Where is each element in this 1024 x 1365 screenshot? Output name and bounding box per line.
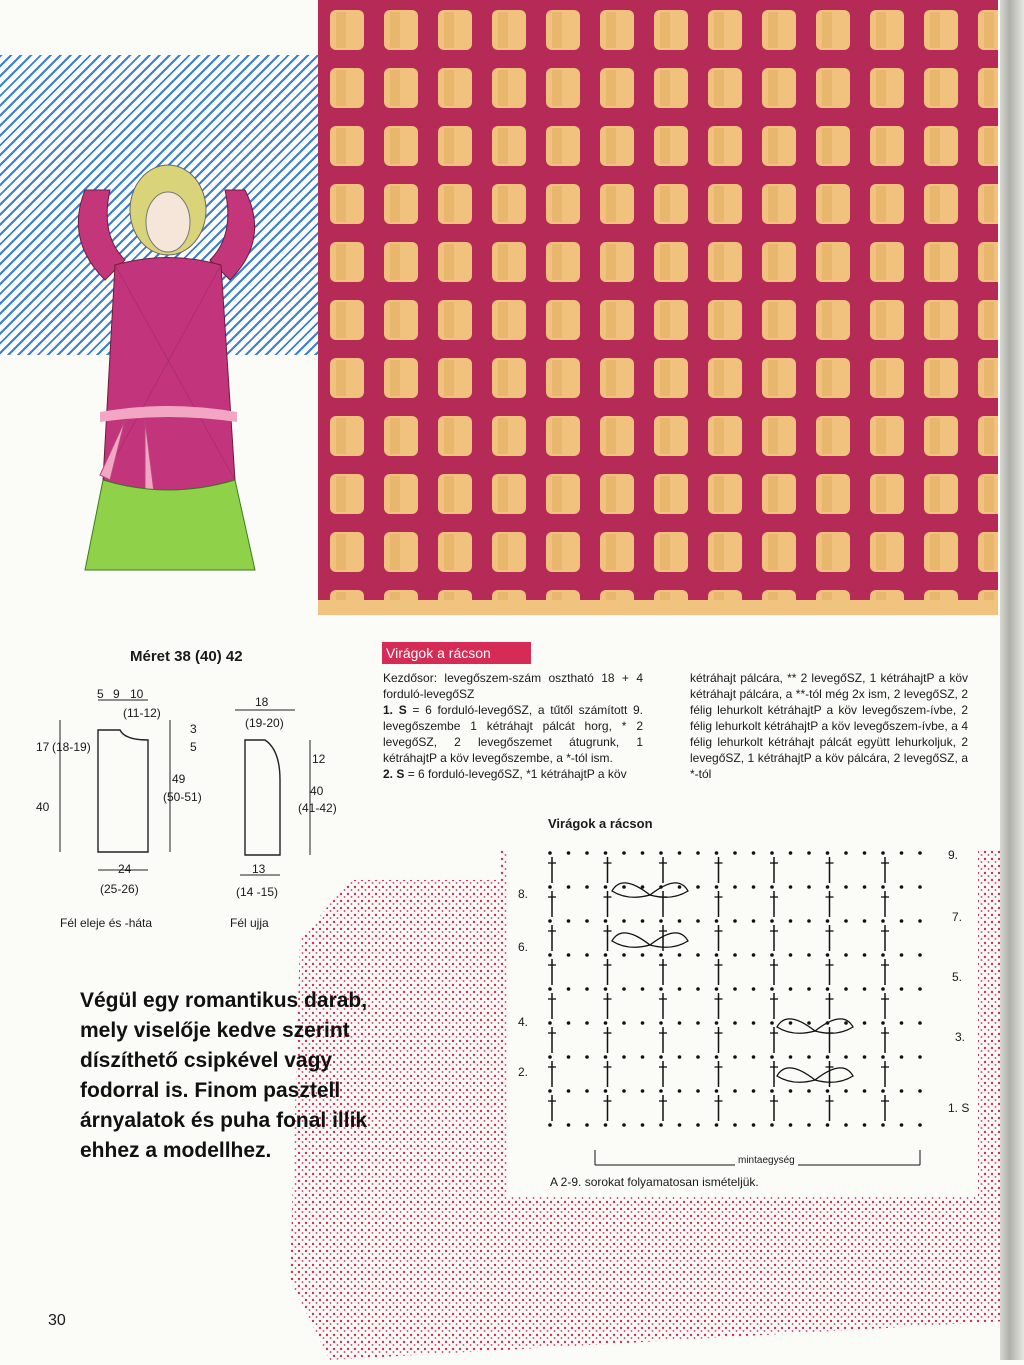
chain-dot <box>770 1089 774 1093</box>
chain-dot <box>548 1089 552 1093</box>
pattern-title: Virágok a rácson <box>382 642 531 664</box>
chain-dot <box>678 953 682 957</box>
chain-dot <box>659 987 663 991</box>
row-label: 2. <box>518 1065 529 1079</box>
chain-dot <box>844 1089 848 1093</box>
chain-dot <box>863 919 867 923</box>
chain-dot <box>659 1055 663 1059</box>
chain-dot <box>696 1123 700 1127</box>
chain-dot <box>585 1123 589 1127</box>
petal <box>612 933 650 947</box>
chain-dot <box>678 1021 682 1025</box>
chain-dot <box>678 919 682 923</box>
chain-dot <box>881 1089 885 1093</box>
chain-dot <box>604 1021 608 1025</box>
chain-dot <box>807 1021 811 1025</box>
chain-dot <box>844 1123 848 1127</box>
petal <box>612 883 650 897</box>
dim-label: (25-26) <box>100 882 139 896</box>
chain-dot <box>918 1055 922 1059</box>
pattern-text-col2: kétráhajt pálcára, ** 2 levegőSZ, 1 kétráhajtP a köv kétráhajt pálcára, a **-tól még 2x ism, 2 levegőSZ, 2 félig lehurkolt kétráhajtP a köv levegőszem-ívbe, 2 félig lehurkolt kétráhajtP a köv levegőszem-ívbe, a 4 félig lehurkolt kétráhajt pálcát együtt lehurkoljuk, 2 levegőSZ, 1 kétráhajtP a köv pálcára, 2 levegőSZ, a *-tól <box>690 671 968 781</box>
size-title: Méret 38 (40) 42 <box>130 648 243 665</box>
dim-label: 5 <box>190 740 197 754</box>
chain-dot <box>863 851 867 855</box>
chain-dot <box>696 919 700 923</box>
chain-dot <box>770 953 774 957</box>
chain-dot <box>826 851 830 855</box>
chain-dot <box>604 953 608 957</box>
chain-dot <box>696 953 700 957</box>
chain-dot <box>733 1089 737 1093</box>
chain-dot <box>604 1123 608 1127</box>
chain-dot <box>789 1021 793 1025</box>
chain-dot <box>585 1089 589 1093</box>
chain-dot <box>622 851 626 855</box>
chain-dot <box>548 953 552 957</box>
chain-dot <box>881 987 885 991</box>
chain-dot <box>715 987 719 991</box>
chain-dot <box>826 1055 830 1059</box>
petal <box>815 1068 853 1082</box>
dim-label: (11-12) <box>123 706 161 720</box>
petal <box>650 883 688 897</box>
chain-dot <box>585 851 589 855</box>
chain-dot <box>641 919 645 923</box>
chain-dot <box>752 885 756 889</box>
sleeve-caption: Fél ujja <box>230 916 269 930</box>
chain-dot <box>807 987 811 991</box>
chain-dot <box>752 953 756 957</box>
chain-dot <box>604 987 608 991</box>
chain-dot <box>622 1123 626 1127</box>
chain-dot <box>548 1055 552 1059</box>
chain-dot <box>826 919 830 923</box>
chain-dot <box>918 1123 922 1127</box>
chain-dot <box>789 953 793 957</box>
chain-dot <box>844 919 848 923</box>
petal <box>777 1068 815 1082</box>
chart-note: A 2-9. sorokat folyamatosan ismételjük. <box>550 1175 759 1189</box>
chain-dot <box>641 1055 645 1059</box>
chain-dot <box>770 1021 774 1025</box>
chain-dot <box>585 919 589 923</box>
dim-label: 24 <box>118 862 132 876</box>
chain-dot <box>567 1123 571 1127</box>
chain-dot <box>752 987 756 991</box>
chain-dot <box>900 953 904 957</box>
chain-dot <box>548 885 552 889</box>
chain-dot <box>789 1123 793 1127</box>
dim-label: (18-19) <box>52 740 91 754</box>
chain-dot <box>863 987 867 991</box>
chain-dot <box>678 987 682 991</box>
chain-dot <box>752 1021 756 1025</box>
chain-dot <box>789 987 793 991</box>
chain-dot <box>548 1123 552 1127</box>
chain-dot <box>733 953 737 957</box>
chain-dot <box>844 987 848 991</box>
row-label: 6. <box>518 940 529 954</box>
chain-dot <box>807 953 811 957</box>
page-number: 30 <box>48 1312 66 1329</box>
chain-dot <box>604 1089 608 1093</box>
row-label: 5. <box>952 970 963 984</box>
chain-dot <box>696 885 700 889</box>
crochet-chart <box>500 835 1000 1195</box>
chain-dot <box>789 919 793 923</box>
chain-dot <box>900 1089 904 1093</box>
chain-dot <box>807 885 811 889</box>
chain-dot <box>548 1021 552 1025</box>
chain-dot <box>900 919 904 923</box>
chain-dot <box>789 851 793 855</box>
chain-dot <box>567 987 571 991</box>
paragraph: 1. S = 6 forduló-levegőSZ, a tűtől számított 9. levegőszembe 1 kétráhajt pálcát horg, * 2 levegőSZ, 2 levegőszemet átugrunk, 1 kétráhajtP a köv levegőszembe, a *-tól ism. <box>383 703 643 765</box>
chain-dot <box>789 1089 793 1093</box>
chain-dot <box>881 919 885 923</box>
chain-dot <box>659 851 663 855</box>
chain-dot <box>770 851 774 855</box>
chain-dot <box>696 987 700 991</box>
chain-dot <box>733 885 737 889</box>
chain-dot <box>641 987 645 991</box>
chain-dot <box>918 1089 922 1093</box>
chain-dot <box>881 885 885 889</box>
dim-label: (14 -15) <box>236 885 279 899</box>
chain-dot <box>752 1089 756 1093</box>
dim-label: 9 <box>113 687 120 701</box>
chain-dot <box>844 851 848 855</box>
chain-dot <box>696 1089 700 1093</box>
dim-label: 3 <box>190 722 197 736</box>
petal <box>777 1019 815 1033</box>
chain-dot <box>863 1089 867 1093</box>
chain-dot <box>585 1021 589 1025</box>
dim-label: (50-51) <box>163 790 202 804</box>
paragraph: 2. S = 6 forduló-levegőSZ, *1 kétráhajtP a köv <box>383 767 627 781</box>
chain-dot <box>918 953 922 957</box>
dim-label: 40 <box>36 800 50 814</box>
chain-dot <box>715 1089 719 1093</box>
dim-label: 13 <box>252 862 266 876</box>
chain-dot <box>567 851 571 855</box>
petal <box>815 1019 853 1033</box>
promo-text: Végül egy romantikus darab, mely viselője kedve szerint díszíthető csipkével vagy fodorral is. Finom pasztell árnyalatok és puha fonal illik ehhez a modellhez. <box>80 989 368 1162</box>
chain-dot <box>844 1055 848 1059</box>
chain-dot <box>567 1089 571 1093</box>
row-label: 4. <box>518 1015 529 1029</box>
chain-dot <box>548 851 552 855</box>
dim-label: 5 <box>97 687 104 701</box>
chain-dot <box>807 919 811 923</box>
chain-dot <box>659 1021 663 1025</box>
chain-dot <box>715 1055 719 1059</box>
chain-dot <box>659 1123 663 1127</box>
chain-dot <box>585 1055 589 1059</box>
dim-label: (41-42) <box>298 801 337 815</box>
chain-dot <box>863 885 867 889</box>
chain-dot <box>826 885 830 889</box>
chart-title: Virágok a rácson <box>548 816 653 831</box>
chain-dot <box>641 1123 645 1127</box>
paragraph: Kezdősor: levegőszem-szám osztható 18 + 4 forduló-levegőSZ <box>383 671 643 701</box>
chain-dot <box>567 1055 571 1059</box>
chain-dot <box>881 1123 885 1127</box>
chain-dot <box>715 1123 719 1127</box>
chain-dot <box>715 919 719 923</box>
chain-dot <box>807 851 811 855</box>
chain-dot <box>678 1055 682 1059</box>
chain-dot <box>844 1021 848 1025</box>
chain-dot <box>900 1021 904 1025</box>
chain-dot <box>567 885 571 889</box>
chain-dot <box>622 1055 626 1059</box>
chain-dot <box>622 1089 626 1093</box>
body-caption: Fél eleje és -háta <box>60 916 153 930</box>
chain-dot <box>881 1021 885 1025</box>
chain-dot <box>807 1055 811 1059</box>
chain-dot <box>696 851 700 855</box>
chain-dot <box>733 1123 737 1127</box>
chain-dot <box>604 885 608 889</box>
dim-label: 12 <box>312 752 326 766</box>
row-label: 3. <box>955 1030 966 1044</box>
chain-dot <box>789 1055 793 1059</box>
chain-dot <box>604 919 608 923</box>
repeat-label: mintaegység <box>735 1155 798 1166</box>
chain-dot <box>918 987 922 991</box>
chain-dot <box>770 1055 774 1059</box>
chain-dot <box>659 1089 663 1093</box>
chain-dot <box>733 919 737 923</box>
chain-dot <box>881 1055 885 1059</box>
chain-dot <box>585 953 589 957</box>
chain-dot <box>696 1021 700 1025</box>
chain-dot <box>622 987 626 991</box>
chain-dot <box>918 1021 922 1025</box>
chain-dot <box>918 919 922 923</box>
chain-dot <box>863 1055 867 1059</box>
chain-dot <box>548 919 552 923</box>
chain-dot <box>863 1123 867 1127</box>
petal <box>650 933 688 947</box>
chain-dot <box>900 1055 904 1059</box>
chain-dot <box>900 885 904 889</box>
chain-dot <box>918 851 922 855</box>
chain-dot <box>715 953 719 957</box>
chain-dot <box>733 987 737 991</box>
chain-dot <box>826 1089 830 1093</box>
dim-label: (19-20) <box>245 716 284 730</box>
chain-dot <box>770 919 774 923</box>
chain-dot <box>678 885 682 889</box>
row-label: 8. <box>518 887 529 901</box>
chain-dot <box>659 919 663 923</box>
pattern-text-col1 <box>383 670 643 782</box>
chain-dot <box>752 919 756 923</box>
chain-dot <box>863 953 867 957</box>
chain-dot <box>807 1089 811 1093</box>
chain-dot <box>752 1123 756 1127</box>
chain-dot <box>844 885 848 889</box>
chain-dot <box>918 885 922 889</box>
chain-dot <box>733 1021 737 1025</box>
chain-dot <box>881 851 885 855</box>
chain-dot <box>622 919 626 923</box>
chain-dot <box>678 1123 682 1127</box>
chain-dot <box>622 1021 626 1025</box>
chain-dot <box>807 1123 811 1127</box>
chain-dot <box>863 1021 867 1025</box>
chain-dot <box>752 851 756 855</box>
chain-dot <box>585 885 589 889</box>
chain-dot <box>604 1055 608 1059</box>
chain-dot <box>659 953 663 957</box>
chain-dot <box>715 885 719 889</box>
chain-dot <box>622 953 626 957</box>
chain-dot <box>604 851 608 855</box>
dim-label: 17 <box>36 740 50 754</box>
chain-dot <box>641 1089 645 1093</box>
dim-label: 10 <box>130 687 144 701</box>
chain-dot <box>585 987 589 991</box>
chain-dot <box>752 1055 756 1059</box>
chain-dot <box>881 953 885 957</box>
chain-dot <box>900 851 904 855</box>
chain-dot <box>641 1021 645 1025</box>
chain-dot <box>733 851 737 855</box>
fashion-sketch <box>55 150 285 590</box>
chain-dot <box>622 885 626 889</box>
crochet-photo <box>318 0 998 615</box>
chain-dot <box>641 851 645 855</box>
chain-dot <box>548 987 552 991</box>
chain-dot <box>641 953 645 957</box>
chain-dot <box>678 1089 682 1093</box>
row-label: 9. <box>948 848 959 862</box>
dim-label: 49 <box>172 772 186 786</box>
dim-label: 18 <box>255 695 269 709</box>
chain-dot <box>826 1123 830 1127</box>
chain-dot <box>770 885 774 889</box>
chain-dot <box>715 1021 719 1025</box>
chain-dot <box>900 987 904 991</box>
chain-dot <box>696 1055 700 1059</box>
chain-dot <box>733 1055 737 1059</box>
chain-dot <box>715 851 719 855</box>
row-label: 1. S <box>948 1101 970 1115</box>
chain-dot <box>770 1123 774 1127</box>
chain-dot <box>826 987 830 991</box>
chain-dot <box>770 987 774 991</box>
chain-dot <box>678 851 682 855</box>
row-label: 7. <box>952 910 963 924</box>
chain-dot <box>567 953 571 957</box>
chain-dot <box>900 1123 904 1127</box>
chain-dot <box>844 953 848 957</box>
dim-label: 40 <box>310 784 324 798</box>
chain-dot <box>567 919 571 923</box>
page-edge <box>1000 0 1024 1360</box>
chain-dot <box>789 885 793 889</box>
chain-dot <box>826 953 830 957</box>
chain-dot <box>567 1021 571 1025</box>
